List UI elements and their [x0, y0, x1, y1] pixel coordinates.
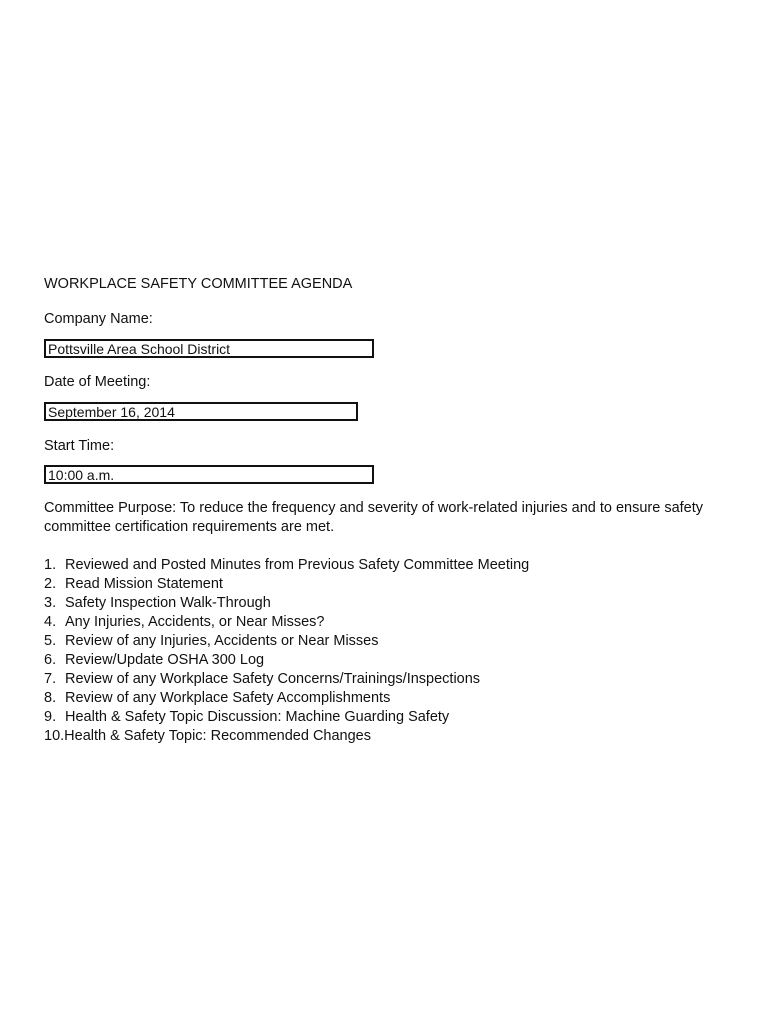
agenda-item-number: 5.: [44, 633, 57, 649]
agenda-item-number: 1.: [44, 557, 57, 573]
agenda-item: [44, 670, 529, 689]
agenda-item-number: 2.: [44, 576, 57, 592]
agenda-item-text: Safety Inspection Walk-Through: [65, 595, 271, 611]
agenda-item-text: Read Mission Statement: [65, 576, 223, 592]
meeting-date-field[interactable]: September 16, 2014: [44, 402, 358, 421]
start-time-field[interactable]: 10:00 a.m.: [44, 465, 374, 484]
agenda-item-number: 9.: [44, 709, 57, 725]
agenda-item-number: 6.: [44, 652, 57, 668]
start-time-label: Start Time:: [44, 438, 115, 454]
agenda-item-text: Review/Update OSHA 300 Log: [65, 652, 265, 668]
meeting-date-label: Date of Meeting:: [44, 374, 151, 390]
agenda-item-text: Any Injuries, Accidents, or Near Misses?: [65, 614, 325, 630]
agenda-item: [44, 632, 529, 651]
agenda-item: [44, 651, 529, 670]
agenda-item-text: Health & Safety Topic: Recommended Changes: [64, 728, 371, 744]
agenda-item: [44, 689, 529, 708]
agenda-item: [44, 727, 529, 746]
agenda-list: [44, 556, 529, 746]
agenda-item-number: 3.: [44, 595, 57, 611]
agenda-item-number: 8.: [44, 690, 57, 706]
agenda-item-number: 10.: [44, 728, 65, 744]
agenda-item-text: Review of any Injuries, Accidents or Near Misses: [65, 633, 379, 649]
agenda-item-text: Reviewed and Posted Minutes from Previous Safety Committee Meeting: [65, 557, 530, 573]
company-name-field[interactable]: Pottsville Area School District: [44, 339, 374, 358]
agenda-item-text: Health & Safety Topic Discussion: Machine Guarding Safety: [65, 709, 450, 725]
agenda-item-number: 4.: [44, 614, 57, 630]
agenda-item: [44, 575, 529, 594]
company-name-label: Company Name:: [44, 311, 153, 327]
agenda-item-number: 7.: [44, 671, 57, 687]
agenda-item: [44, 594, 529, 613]
agenda-item-text: Review of any Workplace Safety Concerns/Trainings/Inspections: [65, 671, 481, 687]
agenda-item: [44, 556, 529, 575]
agenda-item: [44, 613, 529, 632]
document-title: WORKPLACE SAFETY COMMITTEE AGENDA: [44, 276, 353, 292]
committee-purpose: Committee Purpose: To reduce the frequency and severity of work-related injuries and to ensure safety committee certification requirements are met.: [44, 500, 704, 535]
agenda-item-text: Review of any Workplace Safety Accomplishments: [65, 690, 391, 706]
agenda-item: [44, 708, 529, 727]
